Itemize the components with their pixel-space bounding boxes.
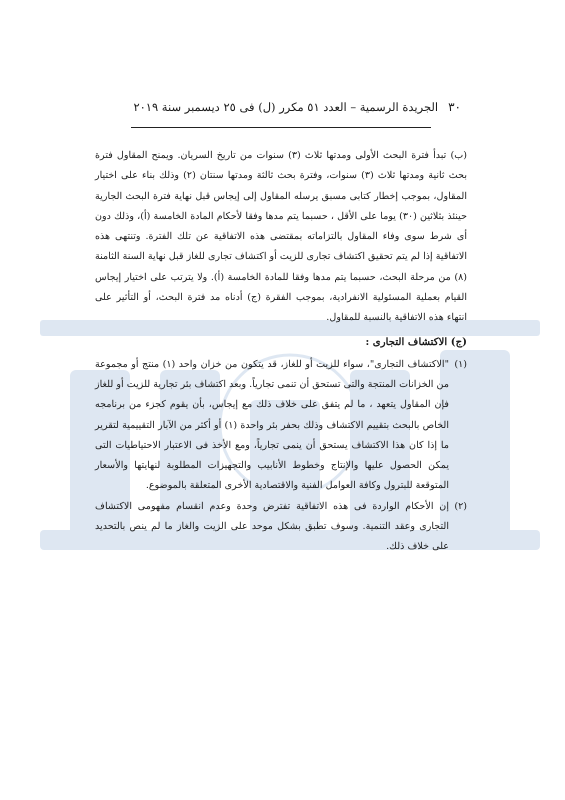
section-c-item-2 [95, 497, 467, 558]
gazette-title: الجريدة الرسمية – العدد ٥١ مكرر (ل) فى ٢٥ ديسمبر سنة ٢٠١٩ [133, 100, 439, 114]
section-c-heading: (ج) الاكتشاف التجارى : [365, 335, 467, 348]
section-c-item-1 [95, 355, 467, 497]
paragraph-b [95, 146, 467, 329]
article-body [95, 146, 467, 558]
page-header [95, 100, 467, 120]
paragraph-b-label: (ب) [450, 150, 467, 161]
page-number: ٣٠ [448, 100, 461, 114]
item-text: "الاكتشاف التجارى"، سواء للزيت أو للغاز، قد يتكون من خزان واحد (١) منتج أو مجموعة من الخزانات المنتجة والتى تستحق أن تنمى تجارياً. وبعد اكتشاف بئر تجارية للزيت أو للغاز فإن المقاول يتعهد ، ما لم يتفق على خلاف ذلك مع إيجاس، بأن يقوم كجزء من برنامجه الخاص بالبحث بتقييم الاكتشاف وذلك بحفر بئر واحدة (١) أو أكثر من الآبار التقييمية لتقرير ما إذا كان هذا الاكتشاف يستحق أن ينمى تجارياً، ومع الأخذ فى الاعتبار الاحتياطيات التى يمكن الحصول عليها والإنتاج وخطوط الأنابيب والتجهيزات المطلوبة لنهايتها والأسعار المتوقعة للبترول وكافة العوامل الفنية والاقتصادية الأخرى المتعلقة بالموضوع. [95, 358, 449, 492]
item-number: (٢) [454, 500, 467, 512]
item-number: (١) [454, 358, 467, 370]
header-rule [131, 127, 431, 128]
item-text: إن الأحكام الواردة فى هذه الاتفاقية تفترض وحدة وعدم انقسام مفهومى الاكتشاف التجارى وعقد التنمية. وسوف تطبق بشكل موحد على الزيت والغاز ما لم ينص بالتحديد على خلاف ذلك. [95, 500, 449, 553]
gazette-page [95, 100, 467, 558]
paragraph-b-text: تبدأ فترة البحث الأولى ومدتها ثلاث (٣) سنوات من تاريخ السريان. ويمنح المقاول فترة بحث ثانية ومدتها ثلاث (٣) سنوات، وفترة بحث ثالثة ومدتها سنتان (٢) وذلك بناء على اختيار المقاول، بموجب إخطار كتابى مسبق يرسله المقاول إلى إيجاس قبل نهاية فترة البحث الجارية حينئذ بثلاثين (٣٠) يوما على الأقل ، حسبما يتم مدها وفقا لأحكام المادة الخامسة (أ)، وذلك دون أى شرط سوى وفاء المقاول بالتزاماته بمقتضى هذه الاتفاقية عن تلك الفترة. وتنتهى هذه الاتفاقية إذا لم يتم تحقيق اكتشاف تجارى للزيت أو اكتشاف تجارى للغاز قبل نهاية السنة الثامنة (٨) من مرحلة البحث، حسبما يتم مدها وفقا للمادة الخامسة (أ). ولا يترتب على اختيار إيجاس القيام بعملية المسئولية الانفرادية، بموجب الفقرة (ج) أدناه مد فترة البحث، أو التأثير على انتهاء هذه الاتفاقية بالنسبة للمقاول. [95, 150, 467, 324]
